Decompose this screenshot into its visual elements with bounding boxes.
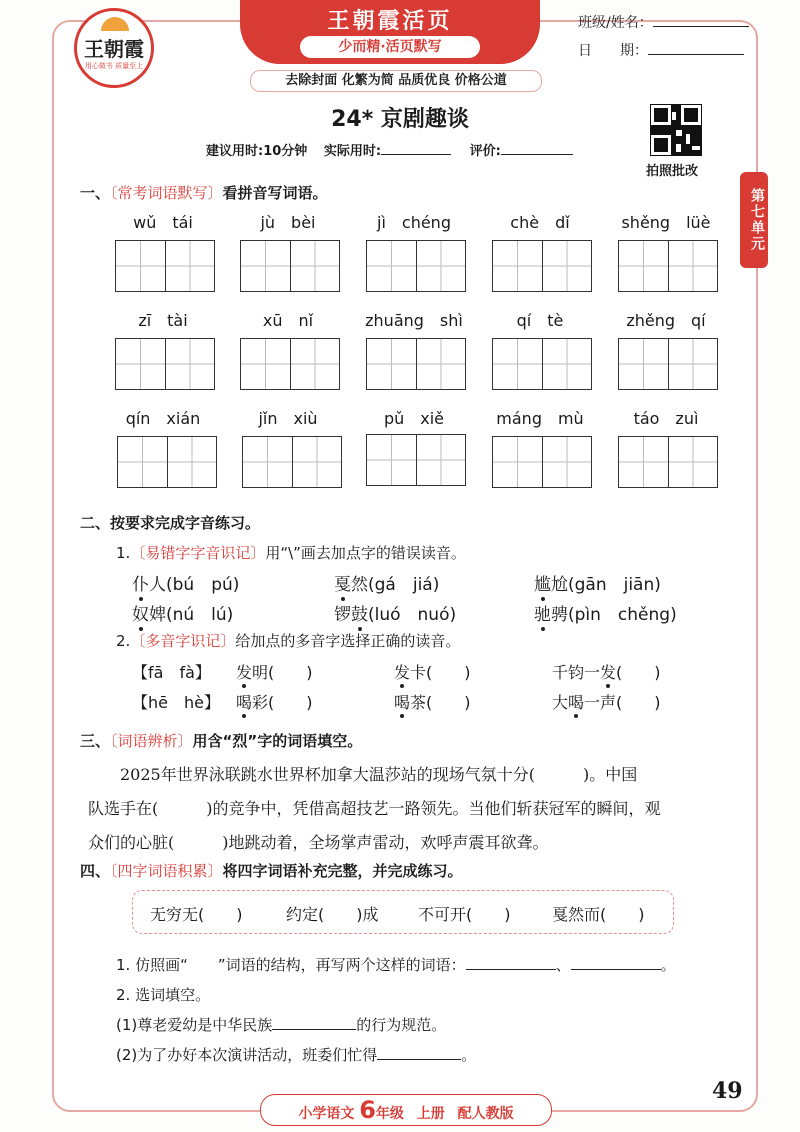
pinyin-label: qín xián: [125, 409, 201, 428]
idiom-item[interactable]: 不可开( ): [418, 905, 511, 924]
writing-grid[interactable]: [492, 240, 592, 292]
paragraph-line: 众们的心脏( )地跳动着，全场掌声雷动，欢呼声震耳欲聋。: [88, 833, 549, 852]
polyphone-options: 【hē hè】: [132, 693, 220, 712]
logo-motto: 用心做书 质量至上: [84, 62, 144, 70]
answer-blank[interactable]: [377, 1059, 461, 1060]
pinyin-label: qí tè: [516, 311, 564, 330]
class-name-label: 班级/姓名：: [578, 15, 653, 31]
pinyin-label: chè dǐ: [510, 213, 570, 232]
pinyin-label: wǔ tái: [133, 213, 193, 232]
pinyin-label: táo zuì: [633, 409, 699, 428]
pronunciation-item[interactable]: 戛然(gá jiá): [334, 575, 440, 595]
writing-grid[interactable]: [366, 338, 466, 390]
writing-grid[interactable]: [240, 240, 340, 292]
actual-time-field[interactable]: [381, 154, 451, 155]
section1-heading: 一、〔常考词语默写〕看拼音写词语。: [80, 184, 328, 202]
pinyin-label: jǐn xiù: [258, 409, 318, 428]
polyphone-options: 【fā fà】: [132, 663, 211, 682]
writing-grid[interactable]: [618, 436, 718, 488]
paragraph-line: 队选手在( )的竞争中，凭借高超技艺一路领先。当他们斩获冠军的瞬间，观: [88, 799, 661, 818]
qr-caption: 拍照批改: [646, 164, 699, 179]
answer-blank[interactable]: [466, 969, 556, 970]
section4-q2-1: (1)尊老爱幼是中华民族 的行为规范。: [116, 1016, 447, 1034]
timing-row: [206, 140, 573, 159]
writing-grid[interactable]: [366, 240, 466, 292]
sun-icon: [101, 17, 129, 31]
writing-grid[interactable]: [240, 338, 340, 390]
unit-tab: 第七单元: [740, 172, 768, 268]
pinyin-label: zhěng qí: [626, 311, 706, 330]
suggested-time: 建议用时:10分钟: [206, 144, 308, 159]
brand-logo: [74, 8, 154, 88]
pinyin-label: pǔ xiě: [383, 409, 445, 428]
polyphone-item[interactable]: 发卡( ): [394, 663, 471, 682]
rating-label: 评价:: [469, 144, 501, 159]
writing-grid[interactable]: [242, 436, 342, 488]
pinyin-label: xū nǐ: [262, 311, 314, 330]
section2-part1-instruction: 1.〔易错字字音识记〕用“\”画去加点字的错误读音。: [116, 544, 466, 562]
answer-blank[interactable]: [272, 1029, 356, 1030]
slogan: 去除封面 化繁为简 品质优良 价格公道: [250, 70, 542, 92]
pronunciation-item[interactable]: 奴婢(nú lú): [132, 605, 234, 625]
section2-part2-instruction: 2.〔多音字识记〕给加点的多音字选择正确的读音。: [116, 632, 461, 650]
section4-q2: 2. 选词填空。: [116, 986, 211, 1004]
qr-code-icon[interactable]: [650, 104, 702, 156]
pinyin-label: zī tài: [138, 311, 188, 330]
polyphone-item[interactable]: 发明( ): [236, 663, 313, 682]
polyphone-item[interactable]: 喝茶( ): [394, 693, 471, 712]
actual-time-label: 实际用时:: [323, 144, 382, 159]
writing-grid[interactable]: [366, 434, 466, 486]
section4-heading: 四、〔四字词语积累〕将四字词语补充完整，并完成练习。: [80, 862, 463, 880]
idiom-item[interactable]: 约定( )成: [286, 905, 379, 924]
pinyin-label: shěng lüè: [621, 213, 711, 232]
paragraph-line: 2025年世界泳联跳水世界杯加拿大温莎站的现场气氛十分( )。中国: [88, 765, 638, 784]
footer-label: 小学语文 6年级 上册 配人教版: [260, 1094, 552, 1126]
writing-grid[interactable]: [618, 338, 718, 390]
writing-grid[interactable]: [618, 240, 718, 292]
writing-grid[interactable]: [492, 436, 592, 488]
section4-q2-2: (2)为了办好本次演讲活动，班委们忙得 。: [116, 1046, 477, 1064]
logo-text: 王朝霞: [84, 37, 144, 61]
page-number: 49: [712, 1078, 743, 1104]
polyphone-item[interactable]: 喝彩( ): [236, 693, 313, 712]
pinyin-label: zhuāng shì: [365, 311, 463, 330]
polyphone-item[interactable]: 千钧一发( ): [552, 663, 661, 682]
rating-field[interactable]: [501, 154, 573, 155]
brand-subtitle: 少而精·活页默写: [300, 36, 480, 58]
pronunciation-item[interactable]: 锣鼓(luó nuó): [334, 605, 457, 625]
polyphone-item[interactable]: 大喝一声( ): [552, 693, 661, 712]
lesson-title: 24* 京剧趣谈: [331, 107, 469, 132]
class-name-field[interactable]: [578, 12, 749, 32]
pinyin-label: jì chéng: [377, 213, 451, 232]
pinyin-label: jù bèi: [260, 213, 316, 232]
idiom-item[interactable]: 戛然而( ): [552, 905, 645, 924]
writing-grid[interactable]: [115, 240, 215, 292]
section4-q1: 1. 仿照画“ ”词语的结构，再写两个这样的词语： 、 。: [116, 956, 676, 974]
pronunciation-item[interactable]: 仆人(bú pú): [132, 575, 240, 595]
writing-grid[interactable]: [115, 338, 215, 390]
answer-blank[interactable]: [571, 969, 661, 970]
section3-heading: 三、〔词语辨析〕用含“烈”字的词语填空。: [80, 732, 363, 750]
section3-paragraph: [88, 758, 738, 860]
pronunciation-item[interactable]: 驰骋(pìn chěng): [534, 605, 677, 625]
date-field[interactable]: [578, 40, 744, 60]
pronunciation-item[interactable]: 尴尬(gān jiān): [534, 575, 661, 595]
writing-grid[interactable]: [117, 436, 217, 488]
date-label: 日 期：: [578, 43, 648, 59]
idiom-item[interactable]: 无穷无( ): [150, 905, 243, 924]
brand-title: 王朝霞活页: [327, 8, 453, 34]
pinyin-label: máng mù: [496, 409, 584, 428]
writing-grid[interactable]: [492, 338, 592, 390]
section2-heading: 二、按要求完成字音练习。: [80, 514, 261, 532]
